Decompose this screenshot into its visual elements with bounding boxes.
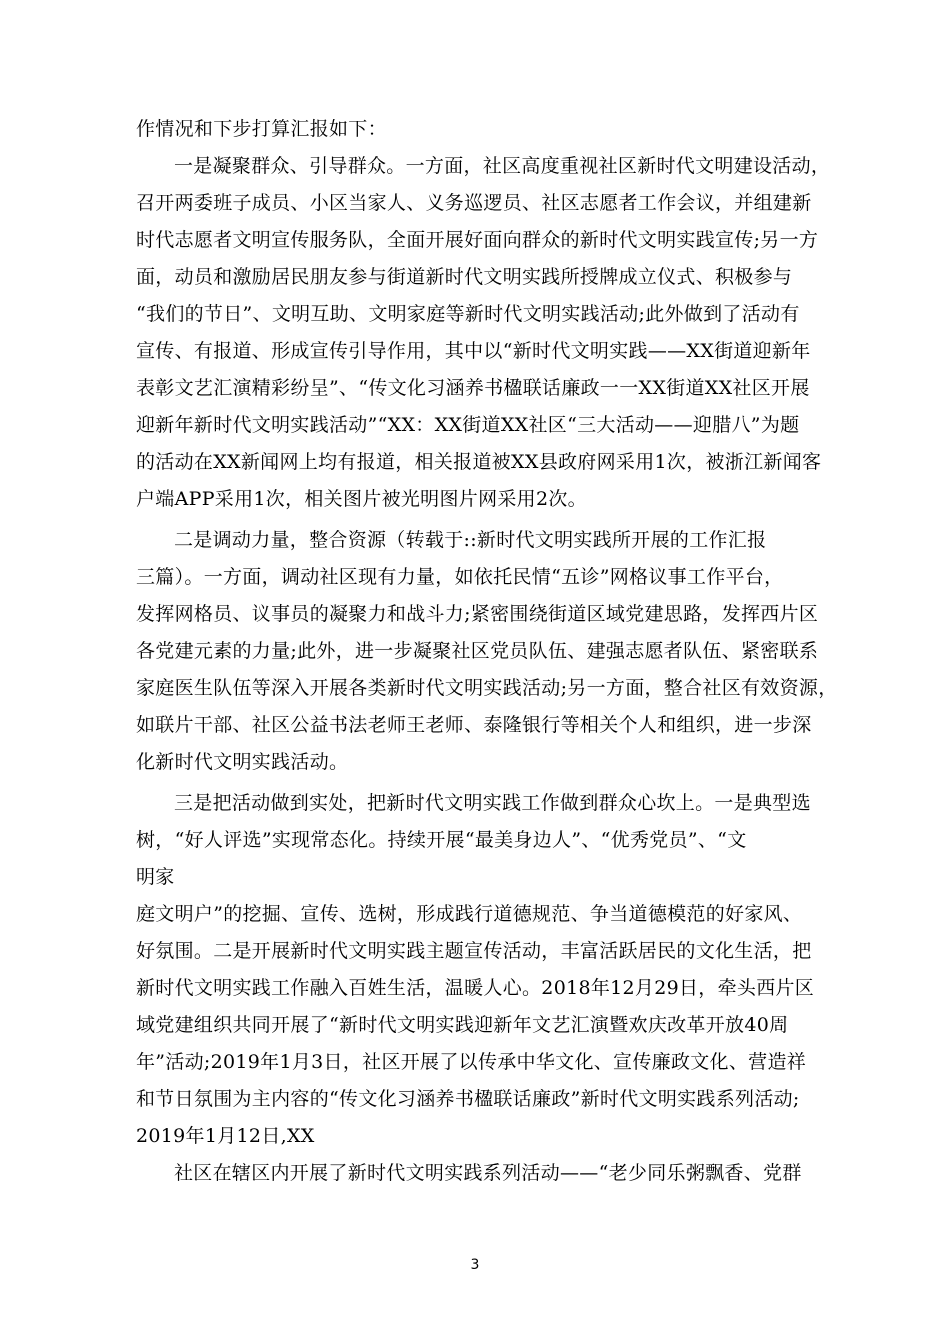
- text-line: 家庭医生队伍等深入开展各类新时代文明实践活动;另一方面，整合社区有效资源，: [136, 677, 838, 699]
- text-line: 面，动员和激励居民朋友参与街道新时代文明实践所授牌成立仪式、积极参与: [136, 266, 793, 288]
- text-line: 如联片干部、社区公益书法老师王老师、泰隆银行等相关个人和组织，进一步深: [136, 714, 812, 736]
- text-line: “我们的节日”、文明互助、文明家庭等新时代文明实践活动;此外做到了活动有: [136, 303, 800, 325]
- paragraph-1-start: 一是凝聚群众、引导群众。一方面，社区高度重视社区新时代文明建设活动，: [174, 155, 831, 177]
- text-line: 时代志愿者文明宣传服务队，全面开展好面向群众的新时代文明实践宣传;另一方: [136, 229, 819, 251]
- text-line: 新时代文明实践工作融入百姓生活，温暖人心。2018年12月29日，牵头西片区: [136, 977, 815, 999]
- text-line: 域党建组织共同开展了“新时代文明实践迎新年文艺汇演暨欢庆改革开放40周: [136, 1014, 789, 1036]
- text-line: 三篇）。一方面，调动社区现有力量，如依托民情“五诊”网格议事工作平台，: [136, 566, 784, 588]
- text-line: 作情况和下步打算汇报如下：: [136, 118, 387, 140]
- paragraph-4-start: 社区在辖区内开展了新时代文明实践系列活动——“老少同乐粥飘香、党群: [174, 1162, 802, 1184]
- text-line: 发挥网格员、议事员的凝聚力和战斗力;紧密围绕街道区域党建思路，发挥西片区: [136, 603, 819, 625]
- text-line: 户端APP采用1次，相关图片被光明图片网采用2次。: [136, 488, 587, 510]
- text-line: 各党建元素的力量;此外，进一步凝聚社区党员队伍、建强志愿者队伍、紧密联系: [136, 640, 819, 662]
- text-line: 迎新年新时代文明实践活动”“XX：XX街道XX社区“三大活动——迎腊八”为题: [136, 414, 800, 436]
- text-line: 明家: [136, 866, 175, 888]
- text-line: 化新时代文明实践活动。: [136, 751, 349, 773]
- text-line: 的活动在XX新闻网上均有报道，相关报道被XX县政府网采用1次，被浙江新闻客: [136, 451, 822, 473]
- text-line: 庭文明户”的挖掘、宣传、选树，形成践行道德规范、争当道德模范的好家风、: [136, 903, 803, 925]
- text-line: 和节日氛围为主内容的“传文化习涵养书楹联话廉政”新时代文明实践系列活动;: [136, 1088, 800, 1110]
- text-line: 宣传、有报道、形成宣传引导作用，其中以“新时代文明实践——XX街道迎新年: [136, 340, 811, 362]
- paragraph-2-start: 二是调动力量，整合资源（转载于::新时代文明实践所开展的工作汇报: [174, 529, 767, 551]
- text-line: 召开两委班子成员、小区当家人、义务巡逻员、社区志愿者工作会议，并组建新: [136, 192, 812, 214]
- text-line: 树，“好人评选”实现常态化。持续开展“最美身边人”、“优秀党员”、“文: [136, 829, 747, 851]
- text-line: 年”活动;2019年1月3日，社区开展了以传承中华文化、宣传廉政文化、营造祥: [136, 1051, 807, 1073]
- text-line: 2019年1月12日,XX: [136, 1125, 315, 1147]
- text-line: 表彰文艺汇演精彩纷呈”、“传文化习涵养书楹联话廉政一一XX街道XX社区开展: [136, 377, 810, 399]
- page-number: 3: [470, 1257, 480, 1273]
- text-line: 好氛围。二是开展新时代文明实践主题宣传活动，丰富活跃居民的文化生活，把: [136, 940, 812, 962]
- paragraph-3-start: 三是把活动做到实处，把新时代文明实践工作做到群众心坎上。一是典型选: [174, 792, 811, 814]
